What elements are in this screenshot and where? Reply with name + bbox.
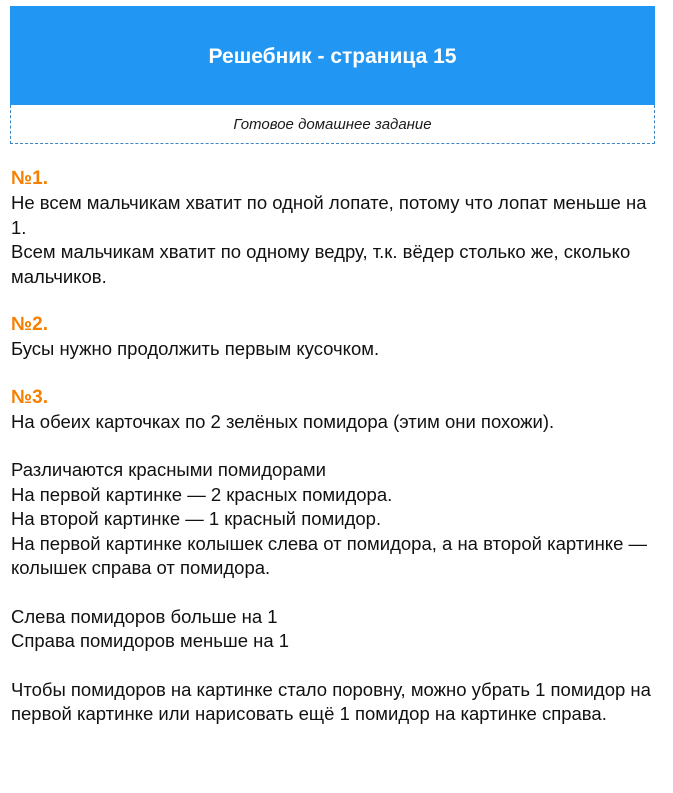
task-answer-paragraph: Справа помидоров меньше на 1: [11, 630, 290, 651]
task-answer-paragraph: На обеих карточках по 2 зелёных помидора (этим они похожи).: [11, 410, 555, 432]
task-answer-paragraph: Бусы нужно продолжить первым кусочком.: [11, 338, 380, 359]
task-1: [11, 167, 656, 289]
page-header: [10, 6, 655, 105]
task-number: №2.: [11, 314, 49, 335]
task-answer-paragraph: Всем мальчикам хватит по одному ведру, т.к. вёдер столько же, сколько мальчиков.: [11, 241, 631, 287]
task-2: [11, 313, 656, 362]
subtitle-box: [10, 105, 655, 144]
task-number: №1.: [11, 168, 49, 189]
task-answer-paragraph: Не всем мальчикам хватит по одной лопате, потому что лопат меньше на 1.: [11, 192, 647, 238]
task-answer-paragraph: Различаются красными помидорами: [11, 459, 326, 480]
task-3: [11, 386, 656, 727]
solutions-content: [11, 167, 656, 751]
page-subtitle: Готовое домашнее задание: [233, 115, 432, 133]
page-title: Решебник - страница 15: [208, 44, 457, 68]
task-answer-paragraph: На первой картинке — 2 красных помидора.: [11, 483, 393, 505]
task-answer-paragraph: Слева помидоров больше на 1: [11, 605, 278, 627]
task-answer-paragraph: На первой картинке колышек слева от помидора, а на второй картинке — колышек справа от помидора.: [11, 532, 648, 578]
task-answer-paragraph: На второй картинке — 1 красный помидор.: [11, 508, 382, 529]
task-number: №3.: [11, 386, 49, 408]
task-answer-paragraph: Чтобы помидоров на картинке стало поровну, можно убрать 1 помидор на первой картинке или нарисовать ещё 1 помидор на картинке справа.: [11, 678, 651, 724]
